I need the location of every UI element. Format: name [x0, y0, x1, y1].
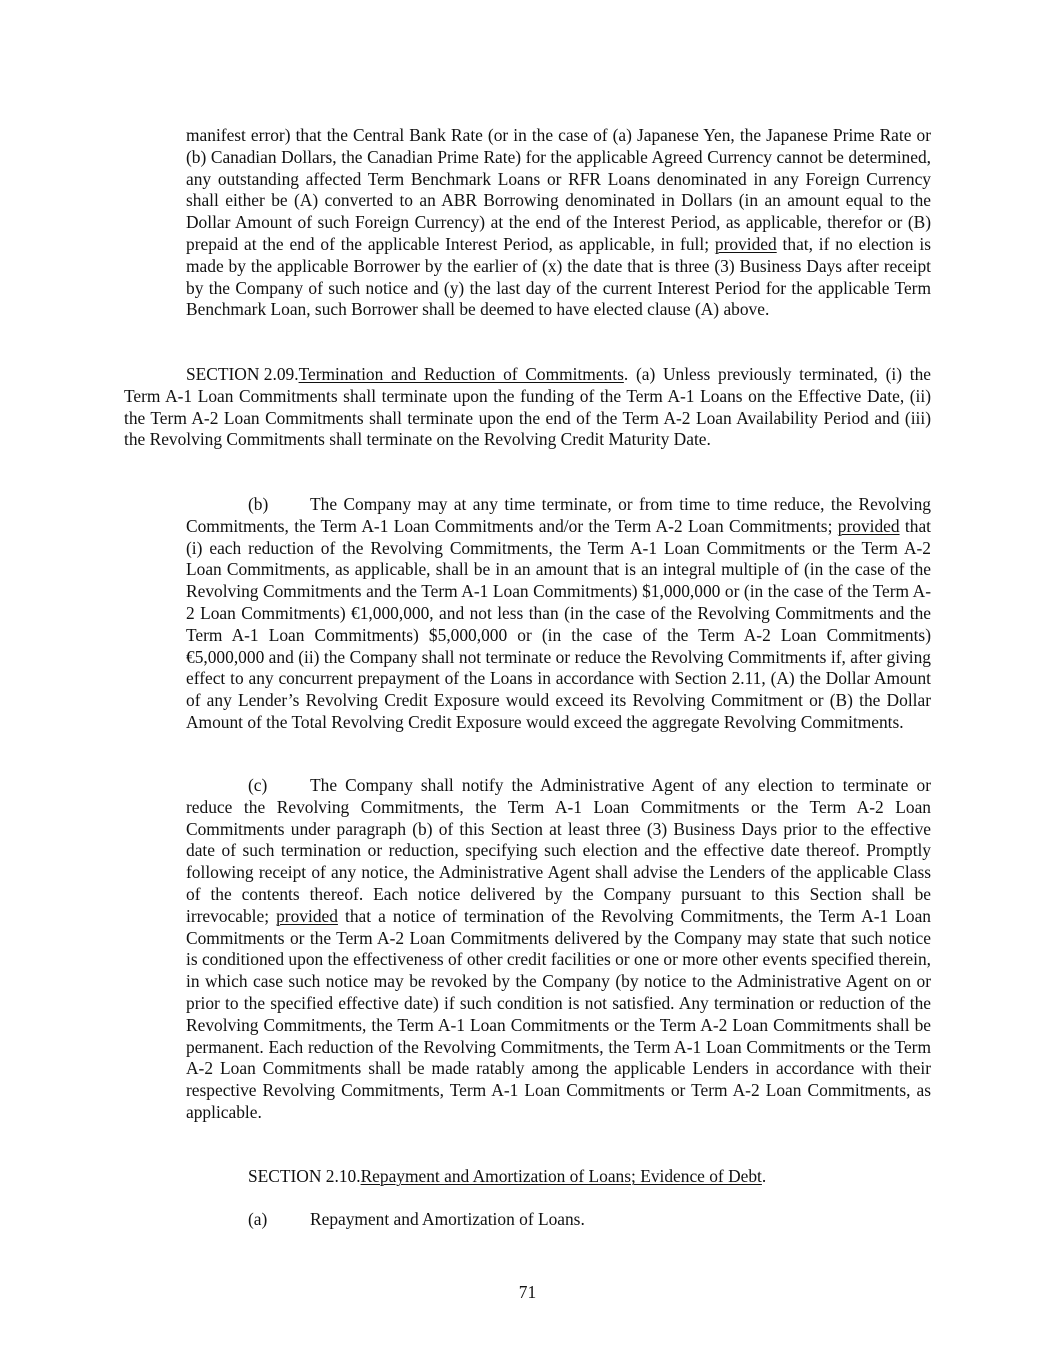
provided-term: provided — [714, 233, 777, 254]
paragraph-c-label: (c) — [248, 775, 268, 795]
section-2-10-heading — [248, 1166, 766, 1188]
continuation-paragraph — [186, 125, 931, 321]
paragraph-c-text-start: The Company shall notify the Administrative Agent of any election to terminate or reduce the Revolving Commitments, the Term A-1 Loan Commitments or the Term A-2 Loan Commitments under paragraph (b) of this Section at least three (3) Business Days prior to the effective date of such termination or reduction, specifying such election and the effective date thereof. Promptly following receipt of any notice, the Administrative Agent shall advise the Lenders of the applicable Class of the contents thereof. Each notice delivered by the Company pursuant to this Section shall be irrevocable; — [186, 775, 931, 926]
paragraph-b-text-end: that (i) each reduction of the Revolving Commitments, the Term A-1 Loan Commitments or the Term A-2 Loan Commitments, as applicable, shall be in an amount that is an integral multiple of (in the case of the Revolving Commitments and the Term A-1 Loan Commitments) $1,000,000 or (in the case of the Term A-2 Loan Commitments) €1,000,000, and not less than (in the case of the Revolving Commitments and the Term A-1 Loan Commitments) $5,000,000 or (in the case of the Term A-2 Loan Commitments) €5,000,000 and (ii) the Company shall not terminate or reduce the Revolving Commitments if, after giving effect to any concurrent prepayment of the Loans in accordance with Section 2.11, (A) the Dollar Amount of any Lender’s Revolving Credit Exposure would exceed its Revolving Commitment or (B) the Dollar Amount of the Total Revolving Credit Exposure would exceed the aggregate Revolving Commitments. — [186, 515, 931, 732]
section-2-09-paragraph — [124, 364, 931, 451]
section-2-10-title: Repayment and Amortization of Loans; Evidence of Debt — [360, 1166, 762, 1186]
continuation-text-end: that, if no election is made by the applicable Borrower by the earlier of (x) the date that is three (3) Business Days after receipt by the Company of such notice and (y) the last day of the current Interest Period for the applicable Term Benchmark Loan, such Borrower shall be deemed to have elected clause (A) above. — [186, 233, 931, 320]
provided-term: provided — [837, 515, 900, 536]
paragraph-a-label: (a) — [248, 1209, 268, 1229]
paragraph-c — [186, 775, 931, 1124]
paragraph-b-text-start: The Company may at any time terminate, or from time to time reduce, the Revolving Commitments, the Term A-1 Loan Commitments and/or the Term A-2 Loan Commitments; — [186, 494, 931, 536]
continuation-text-start: manifest error) that the Central Bank Rate (or in the case of (a) Japanese Yen, the Japanese Prime Rate or (b) Canadian Dollars, the Canadian Prime Rate) for the applicable Agreed Currency cannot be determined, any outstanding affected Term Benchmark Loans or RFR Loans denominated in any Foreign Currency shall either be (A) converted to an ABR Borrowing denominated in Dollars (in an amount equal to the Dollar Amount of such Foreign Currency) at the end of the Interest Period, as applicable, therefor or (B) prepaid at the end of the applicable Interest Period, as applicable, in full; — [186, 125, 931, 254]
paragraph-b — [186, 494, 931, 734]
section-2-09-title-period: . — [623, 364, 629, 384]
paragraph-c-text-end: that a notice of termination of the Revolving Commitments, the Term A-1 Loan Commitments or the Term A-2 Loan Commitments delivered by the Company may state that such notice is conditioned upon the effectiveness of other credit facilities or one or more other events specified therein, in which case such notice may be revoked by the Company (by notice to the Administrative Agent on or prior to the specified effective date) if such condition is not satisfied. Any termination or reduction of the Revolving Commitments, the Term A-1 Loan Commitments or the Term A-2 Loan Commitments shall be permanent. Each reduction of the Revolving Commitments, the Term A-1 Loan Commitments or the Term A-2 Loan Commitments shall be made ratably among the applicable Lenders in accordance with their respective Revolving Commitments, Term A-1 Loan Commitments or Term A-2 Loan Commitments, as applicable. — [186, 905, 931, 1122]
paragraph-a-heading — [248, 1209, 585, 1231]
section-2-09-number: SECTION 2.09. — [186, 364, 299, 384]
provided-term: provided — [276, 905, 338, 926]
page-number: 71 — [518, 1282, 537, 1302]
section-2-09-body: (a) Unless previously terminated, (i) the Term A-1 Loan Commitments shall terminate upon the funding of the Term A-1 Loans on the Effective Date, (ii) the Term A-2 Loan Commitments shall terminate upon the end of the Term A-2 Loan Availability Period and (iii) the Revolving Commitments shall terminate on the Revolving Credit Maturity Date. — [124, 364, 932, 450]
section-2-10-number: SECTION 2.10. — [248, 1166, 361, 1186]
section-2-10-title-period: . — [761, 1166, 767, 1186]
section-2-09-title: Termination and Reduction of Commitments — [298, 364, 624, 384]
paragraph-b-label: (b) — [248, 494, 269, 514]
paragraph-a-text: Repayment and Amortization of Loans. — [310, 1209, 585, 1229]
